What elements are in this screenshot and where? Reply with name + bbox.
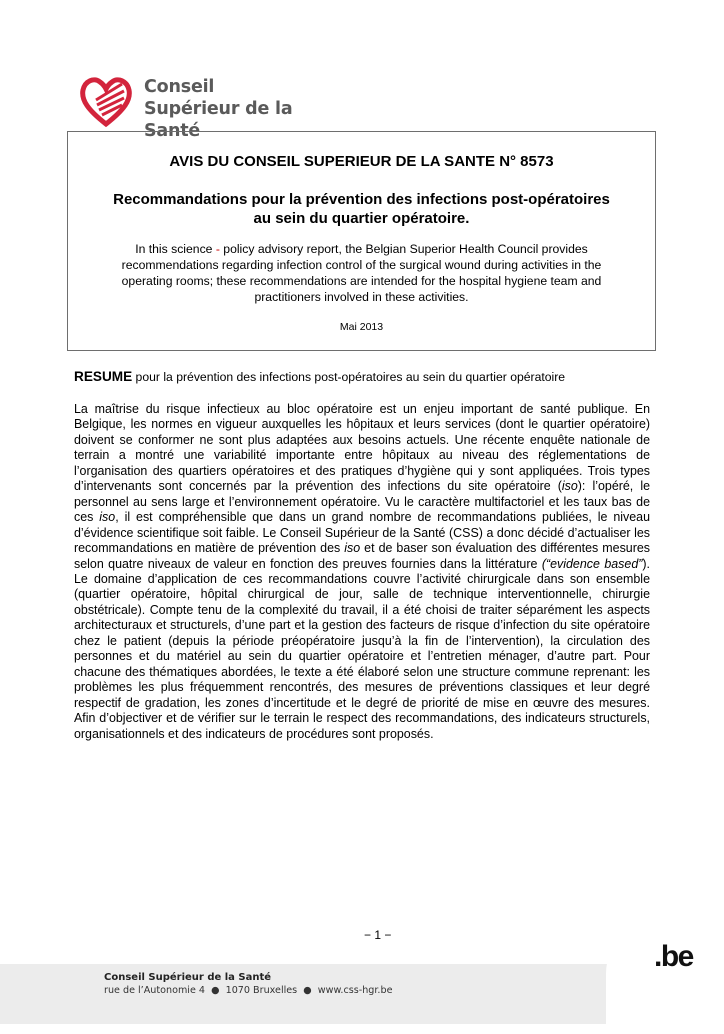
subtitle-line-1: Recommandations pour la prévention des infections post-opératoires: [113, 191, 610, 208]
summary-paragraph: [74, 402, 650, 742]
body-text-1: La maîtrise du risque infectieux au bloc opératoire est un enjeu important de santé publique. En Belgique, les normes en vigueur auxquelles les hôpitaux et leurs services (dont le quartier opératoire) doivent se conformer ne sont plus adaptées aux besoins actuels. Une récente enquête nationale de terrain a montré une variabilité importante entre hôpitaux au niveau des réglementations de l’organisation des quartiers opératoires et des pratiques d’hygiène qui y sont appliquées. Trois types d’intervenants sont concernés par la prévention des infections du site opératoire (: [74, 402, 650, 494]
body-text-5: ). Le domaine d’application de ces recommandations couvre l’activité chirurgicale dans son ensemble (quartier opératoire, hôpital chirurgical de jour, salle de technique interventionnelle, chirurgie obstétricale). Compte tenu de la complexité du travail, il a été choisi de traiter séparément les aspects architecturaux et structurels, d’une part et la gestion des facteurs de risque d’infection du site opératoire chez le patient (depuis la période préopératoire jusqu’à la fin de l’intervention), la circulation des personnes et du matériel au sein du quartier opératoire et l’entretien ménager, d’autre part. Pour chacune des thématiques abordées, le texte a été élaboré selon une structure commune reprenant: les problèmes les plus fréquemment rencontrés, des mesures de préventions classiques et leur degré respectif de gradation, les zones d’incertitude et le degré de priorité de mise en œuvre des mesures. Afin d’objectiver et de vérifier sur le terrain le respect des recommandations, des indicateurs structurels, organisationnels et des indicateurs de procédures sont proposés.: [74, 556, 650, 741]
abstract-text-end: policy advisory report, the Belgian Superior Health Council provides recommendations regarding infection control of the surgical wound during activities in the operating rooms; these recommendations are intended for the hospital hygiene team and practitioners involved in these activities.: [121, 242, 602, 304]
be-logo: .be: [654, 940, 693, 973]
evidence-based-term: (“evidence based”: [541, 556, 643, 571]
body-text-4: et de baser son évaluation des différentes mesures selon quatre niveaux de valeur en fonction des preuves fournies dans la littérature: [74, 541, 650, 571]
iso-term-2: iso: [99, 510, 116, 525]
page-number: − 1 −: [364, 928, 392, 942]
document-subtitle: [78, 190, 645, 228]
body-text-2: ): l’opéré, le personnel au sens large et l’environnement opératoire. Vu le caractère multifactoriel et les taux bas de ces: [74, 479, 651, 525]
subtitle-line-2: au sein du quartier opératoire.: [253, 210, 470, 227]
css-heart-emblem-icon: [78, 72, 134, 128]
resume-label: RESUME: [74, 369, 133, 384]
publication-date: Mai 2013: [339, 321, 384, 333]
css-logo: [78, 72, 318, 141]
body-text-3: , il est compréhensible que dans un grand nombre de recommandations publiées, le niveau d’évidence scientifique soit faible. Le Conseil Supérieur de la Santé (CSS) a donc décidé d’actualiser les recommandations en matière de prévention des: [74, 510, 650, 556]
title-box: [67, 131, 656, 351]
document-title: AVIS DU CONSEIL SUPERIEUR DE LA SANTE N° 8573: [169, 153, 554, 170]
iso-term-3: iso: [344, 541, 361, 556]
footer-address: rue de l’Autonomie 4 ● 1070 Bruxelles ● www.css-hgr.be: [104, 985, 393, 996]
logo-line-1: Conseil: [144, 77, 215, 97]
english-abstract: [96, 241, 627, 305]
resume-heading: [74, 369, 654, 385]
iso-term-1: iso: [561, 479, 578, 494]
footer-curve-decoration: [606, 914, 724, 1034]
resume-subtitle: pour la prévention des infections post-opératoires au sein du quartier opératoire: [132, 370, 566, 384]
abstract-text-start: In this science: [135, 242, 216, 256]
footer-org-name: Conseil Supérieur de la Santé: [104, 972, 272, 983]
logo-line-2: Supérieur de la Santé: [144, 99, 293, 141]
abstract-dash: -: [215, 242, 220, 256]
